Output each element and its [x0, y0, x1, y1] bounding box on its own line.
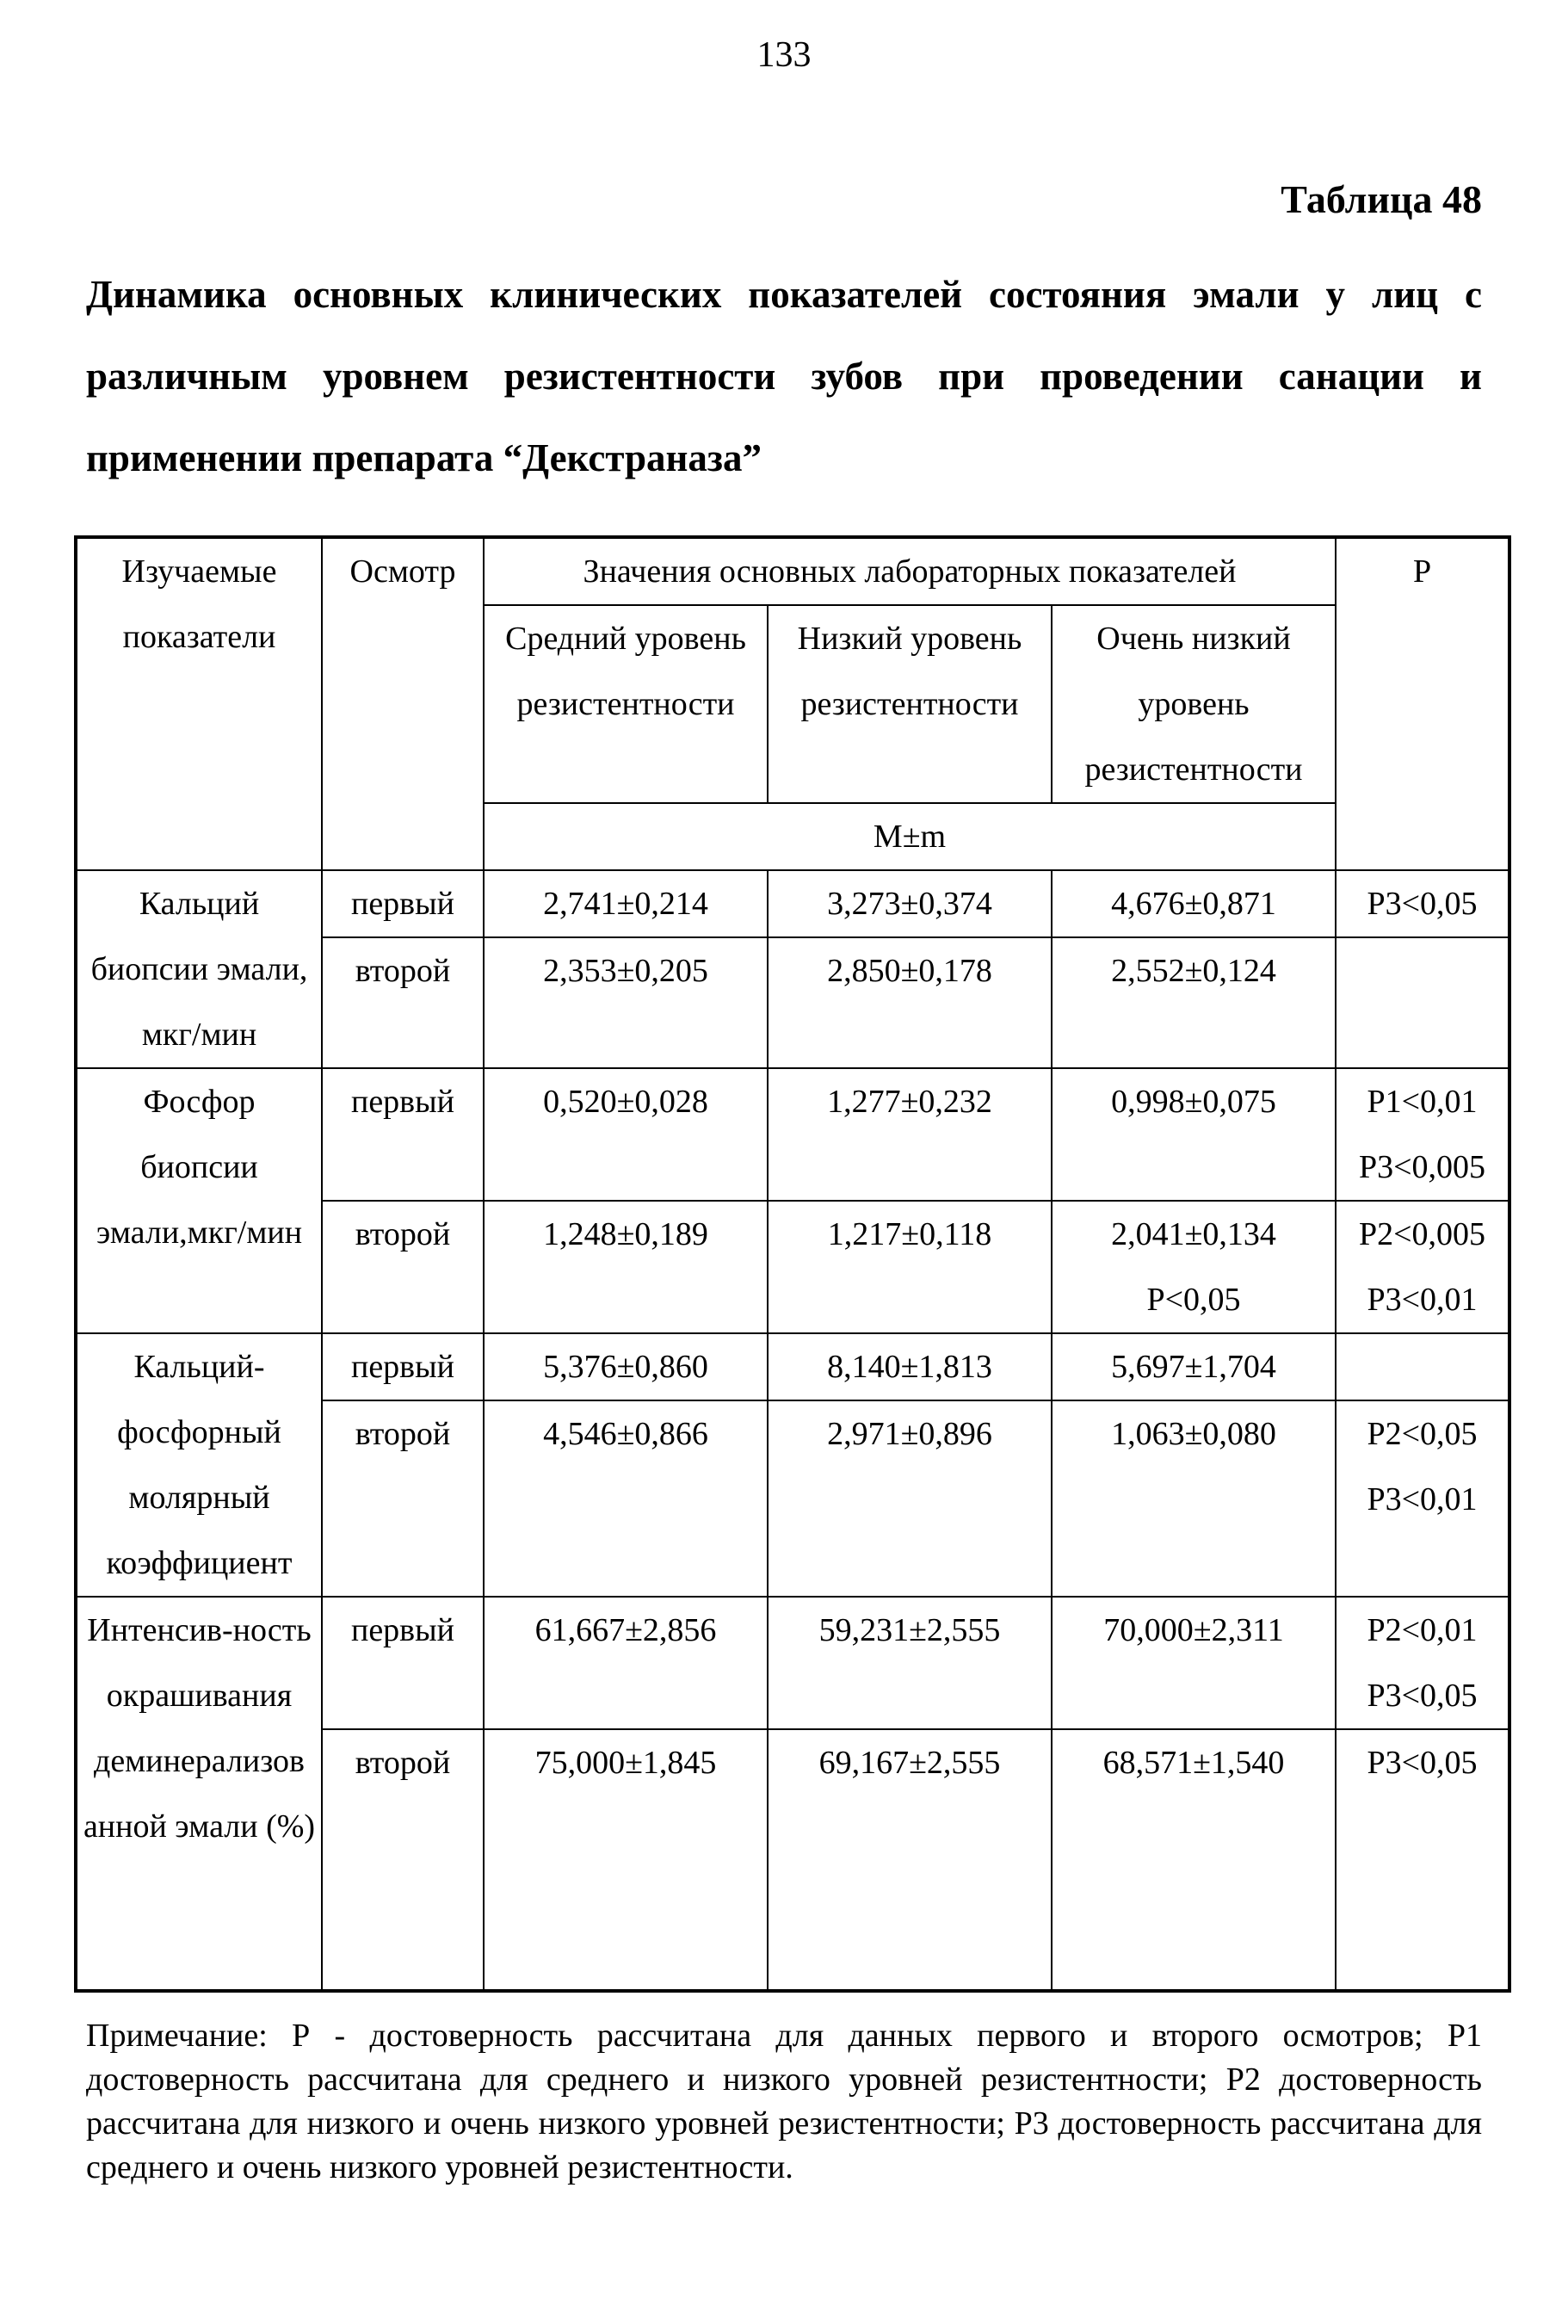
indicator-cell: Кальций-фосфорный молярный коэффициент: [76, 1333, 322, 1597]
table-row: [76, 1068, 1509, 1201]
indicator-cell: Кальций биопсии эмали, мкг/мин: [76, 870, 322, 1068]
results-table: [74, 535, 1511, 1993]
value-low: 8,140±1,813: [768, 1333, 1052, 1400]
p-value: Р3<0,005: [1358, 1149, 1486, 1185]
value-medium: 2,353±0,205: [484, 937, 768, 1068]
value-very-low: 2,552±0,124: [1052, 937, 1336, 1068]
exam-cell: второй: [322, 1400, 484, 1597]
p-value: Р3<0,01: [1367, 1282, 1478, 1318]
exam-cell: первый: [322, 1068, 484, 1201]
exam-cell: первый: [322, 870, 484, 937]
p-value: Р2<0,005: [1358, 1216, 1486, 1252]
indicator-cell: Интенсив-ность окрашивания деминерализов анной эмали (%): [76, 1597, 322, 1991]
table-row: [76, 870, 1509, 937]
value-medium: 5,376±0,860: [484, 1333, 768, 1400]
p-cell: [1336, 1400, 1509, 1597]
value-very-low-cell: [1052, 1201, 1336, 1333]
p-value: Р3<0,05: [1367, 886, 1478, 922]
header-very-low: Очень низкий уровень резистентности: [1052, 605, 1336, 803]
value-medium: 1,248±0,189: [484, 1201, 768, 1333]
exam-cell: второй: [322, 1201, 484, 1333]
header-medium: Средний уровень резистентности: [484, 605, 768, 803]
value-very-low: 5,697±1,704: [1052, 1333, 1336, 1400]
p-value: Р1<0,01: [1367, 1084, 1478, 1120]
indicator-cell: Фосфор биопсии эмали,мкг/мин: [76, 1068, 322, 1333]
header-indicators: Изучаемые показатели: [76, 537, 322, 870]
exam-cell: первый: [322, 1333, 484, 1400]
value-low: 1,277±0,232: [768, 1068, 1052, 1201]
exam-cell: второй: [322, 1729, 484, 1991]
p-value: Р3<0,05: [1367, 1745, 1478, 1781]
p-value: Р3<0,05: [1367, 1678, 1478, 1714]
p-cell: [1336, 937, 1509, 1068]
exam-cell: второй: [322, 937, 484, 1068]
exam-cell: первый: [322, 1597, 484, 1729]
value-medium: 0,520±0,028: [484, 1068, 768, 1201]
value-low: 2,850±0,178: [768, 937, 1052, 1068]
p-value: Р2<0,05: [1367, 1416, 1478, 1452]
value-low: 3,273±0,374: [768, 870, 1052, 937]
value-medium: 61,667±2,856: [484, 1597, 768, 1729]
p-value: Р3<0,01: [1367, 1481, 1478, 1517]
value-low: 69,167±2,555: [768, 1729, 1052, 1991]
table-row: [76, 1597, 1509, 1729]
value-very-low: 70,000±2,311: [1052, 1597, 1336, 1729]
header-low: Низкий уровень резистентности: [768, 605, 1052, 803]
p-cell: [1336, 1597, 1509, 1729]
header-p: Р: [1336, 537, 1509, 870]
value-medium: 4,546±0,866: [484, 1400, 768, 1597]
table-note: Примечание: Р - достоверность рассчитана для данных первого и второго осмотров; Р1 достоверность рассчитана для среднего и низкого уровней резистентности; Р2 достоверность рассчитана для низкого и очень низкого уровней резистентности; Р3 достоверность рассчитана для среднего и очень низкого уровней резистентности.: [86, 2018, 1482, 2185]
header-mm: M±m: [484, 803, 1336, 870]
value-very-low: 4,676±0,871: [1052, 870, 1336, 937]
header-values-group: Значения основных лабораторных показателей: [484, 537, 1336, 605]
value-low: 2,971±0,896: [768, 1400, 1052, 1597]
table-title: Динамика основных клинических показателей состояния эмали у лиц с различным уровнем резистентности зубов при проведении санации и применении препарата “Декстраназа”: [86, 273, 1482, 479]
table-label: Таблица 48: [1281, 177, 1482, 221]
value-very-low: 0,998±0,075: [1052, 1068, 1336, 1201]
p-cell: [1336, 1201, 1509, 1333]
value-very-low: 1,063±0,080: [1052, 1400, 1336, 1597]
p-cell: [1336, 1068, 1509, 1201]
value-very-low-note: Р<0,05: [1146, 1282, 1241, 1318]
header-exam: Осмотр: [322, 537, 484, 870]
value-medium: 75,000±1,845: [484, 1729, 768, 1991]
value-very-low: 68,571±1,540: [1052, 1729, 1336, 1991]
value-low: 1,217±0,118: [768, 1201, 1052, 1333]
p-value: Р2<0,01: [1367, 1612, 1478, 1648]
value-low: 59,231±2,555: [768, 1597, 1052, 1729]
table-row: [76, 1333, 1509, 1400]
page-number: 133: [756, 35, 812, 75]
p-cell: [1336, 1729, 1509, 1991]
value-very-low: 2,041±0,134: [1111, 1216, 1276, 1252]
value-medium: 2,741±0,214: [484, 870, 768, 937]
header-row-1: [76, 537, 1509, 605]
p-cell: [1336, 1333, 1509, 1400]
p-cell: [1336, 870, 1509, 937]
